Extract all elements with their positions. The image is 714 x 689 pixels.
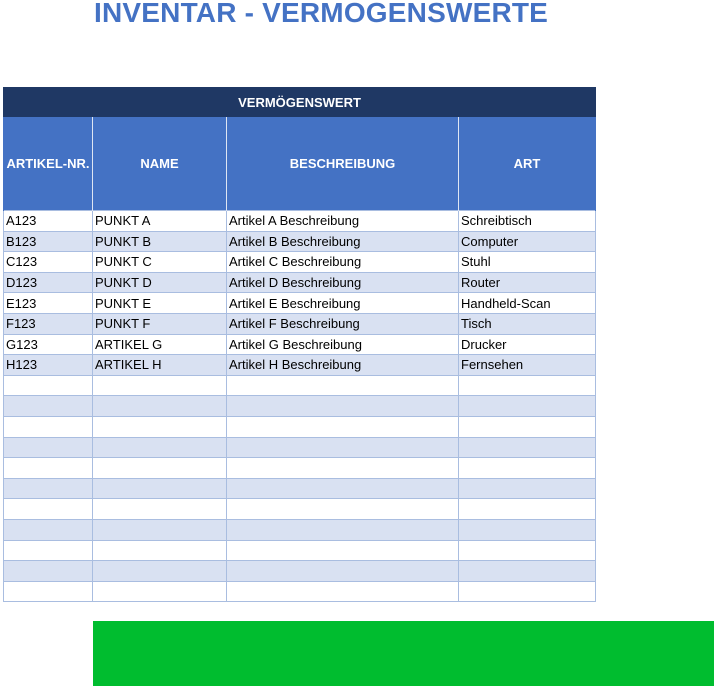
table-row [4, 478, 596, 499]
inventory-table [3, 87, 596, 602]
cell-artikel-nr[interactable]: C123 [4, 252, 93, 273]
cell-name[interactable]: PUNKT B [93, 231, 227, 252]
table-row [4, 458, 596, 479]
table-row [4, 396, 596, 417]
cell-art[interactable]: Fernsehen [459, 355, 596, 376]
column-header-beschreibung[interactable]: BESCHREIBUNG [227, 117, 459, 211]
cell-art[interactable] [459, 499, 596, 520]
table-row [4, 334, 596, 355]
table-body [4, 211, 596, 602]
table-row [4, 519, 596, 540]
cell-art[interactable]: Router [459, 272, 596, 293]
cell-art[interactable] [459, 540, 596, 561]
cell-artikel-nr[interactable]: B123 [4, 231, 93, 252]
cell-beschreibung[interactable] [227, 499, 459, 520]
column-header-art[interactable]: ART [459, 117, 596, 211]
page-title: INVENTAR - VERMOGENSWERTE [94, 0, 549, 28]
column-header-row [4, 117, 596, 211]
table-row [4, 581, 596, 602]
cell-beschreibung[interactable]: Artikel B Beschreibung [227, 231, 459, 252]
group-header-row [4, 88, 596, 117]
cell-art[interactable] [459, 375, 596, 396]
cell-name[interactable] [93, 375, 227, 396]
cell-art[interactable] [459, 519, 596, 540]
cell-artikel-nr[interactable] [4, 478, 93, 499]
cell-artikel-nr[interactable]: F123 [4, 313, 93, 334]
cell-art[interactable]: Drucker [459, 334, 596, 355]
cell-artikel-nr[interactable] [4, 375, 93, 396]
cell-art[interactable]: Tisch [459, 313, 596, 334]
cell-artikel-nr[interactable] [4, 437, 93, 458]
cell-art[interactable]: Schreibtisch [459, 211, 596, 232]
cell-beschreibung[interactable]: Artikel G Beschreibung [227, 334, 459, 355]
cell-name[interactable]: PUNKT C [93, 252, 227, 273]
cell-name[interactable] [93, 561, 227, 582]
cell-name[interactable]: ARTIKEL H [93, 355, 227, 376]
table-row [4, 499, 596, 520]
cell-name[interactable] [93, 396, 227, 417]
cell-artikel-nr[interactable]: E123 [4, 293, 93, 314]
cell-artikel-nr[interactable]: D123 [4, 272, 93, 293]
cell-art[interactable] [459, 416, 596, 437]
cell-beschreibung[interactable]: Artikel D Beschreibung [227, 272, 459, 293]
cell-beschreibung[interactable] [227, 561, 459, 582]
cell-name[interactable] [93, 437, 227, 458]
table-row [4, 375, 596, 396]
cell-name[interactable] [93, 478, 227, 499]
cell-art[interactable] [459, 581, 596, 602]
cell-beschreibung[interactable] [227, 581, 459, 602]
cell-beschreibung[interactable] [227, 396, 459, 417]
cell-beschreibung[interactable]: Artikel A Beschreibung [227, 211, 459, 232]
cell-artikel-nr[interactable] [4, 561, 93, 582]
table-row [4, 561, 596, 582]
table-row [4, 416, 596, 437]
cell-name[interactable]: PUNKT A [93, 211, 227, 232]
cell-art[interactable]: Computer [459, 231, 596, 252]
cell-beschreibung[interactable] [227, 458, 459, 479]
cell-artikel-nr[interactable] [4, 581, 93, 602]
cell-artikel-nr[interactable] [4, 519, 93, 540]
table-row [4, 211, 596, 232]
cell-artikel-nr[interactable]: G123 [4, 334, 93, 355]
table-row [4, 355, 596, 376]
group-header-cell[interactable]: VERMÖGENSWERT [4, 88, 596, 117]
cell-art[interactable] [459, 437, 596, 458]
cell-beschreibung[interactable]: Artikel E Beschreibung [227, 293, 459, 314]
cell-beschreibung[interactable] [227, 375, 459, 396]
cell-beschreibung[interactable] [227, 416, 459, 437]
cell-beschreibung[interactable] [227, 519, 459, 540]
cell-name[interactable] [93, 581, 227, 602]
cell-beschreibung[interactable]: Artikel H Beschreibung [227, 355, 459, 376]
cell-artikel-nr[interactable] [4, 396, 93, 417]
cell-art[interactable]: Handheld-Scan [459, 293, 596, 314]
green-banner [93, 621, 714, 686]
cell-name[interactable]: ARTIKEL G [93, 334, 227, 355]
cell-name[interactable] [93, 519, 227, 540]
cell-artikel-nr[interactable] [4, 540, 93, 561]
table-row [4, 293, 596, 314]
cell-art[interactable]: Stuhl [459, 252, 596, 273]
table-row [4, 540, 596, 561]
cell-name[interactable]: PUNKT F [93, 313, 227, 334]
cell-beschreibung[interactable]: Artikel C Beschreibung [227, 252, 459, 273]
cell-name[interactable]: PUNKT E [93, 293, 227, 314]
cell-artikel-nr[interactable]: H123 [4, 355, 93, 376]
cell-name[interactable] [93, 540, 227, 561]
cell-artikel-nr[interactable] [4, 416, 93, 437]
cell-beschreibung[interactable] [227, 437, 459, 458]
cell-artikel-nr[interactable]: A123 [4, 211, 93, 232]
cell-beschreibung[interactable] [227, 540, 459, 561]
cell-name[interactable] [93, 499, 227, 520]
cell-name[interactable]: PUNKT D [93, 272, 227, 293]
cell-name[interactable] [93, 458, 227, 479]
table-row [4, 231, 596, 252]
cell-name[interactable] [93, 416, 227, 437]
cell-art[interactable] [459, 478, 596, 499]
cell-beschreibung[interactable] [227, 478, 459, 499]
cell-art[interactable] [459, 396, 596, 417]
cell-beschreibung[interactable]: Artikel F Beschreibung [227, 313, 459, 334]
cell-artikel-nr[interactable] [4, 499, 93, 520]
cell-artikel-nr[interactable] [4, 458, 93, 479]
cell-art[interactable] [459, 458, 596, 479]
table-row [4, 272, 596, 293]
cell-art[interactable] [459, 561, 596, 582]
column-header-artikel-nr[interactable]: ARTIKEL-NR. [4, 117, 93, 211]
column-header-name[interactable]: NAME [93, 117, 227, 211]
table-row [4, 313, 596, 334]
table-row [4, 437, 596, 458]
table-row [4, 252, 596, 273]
